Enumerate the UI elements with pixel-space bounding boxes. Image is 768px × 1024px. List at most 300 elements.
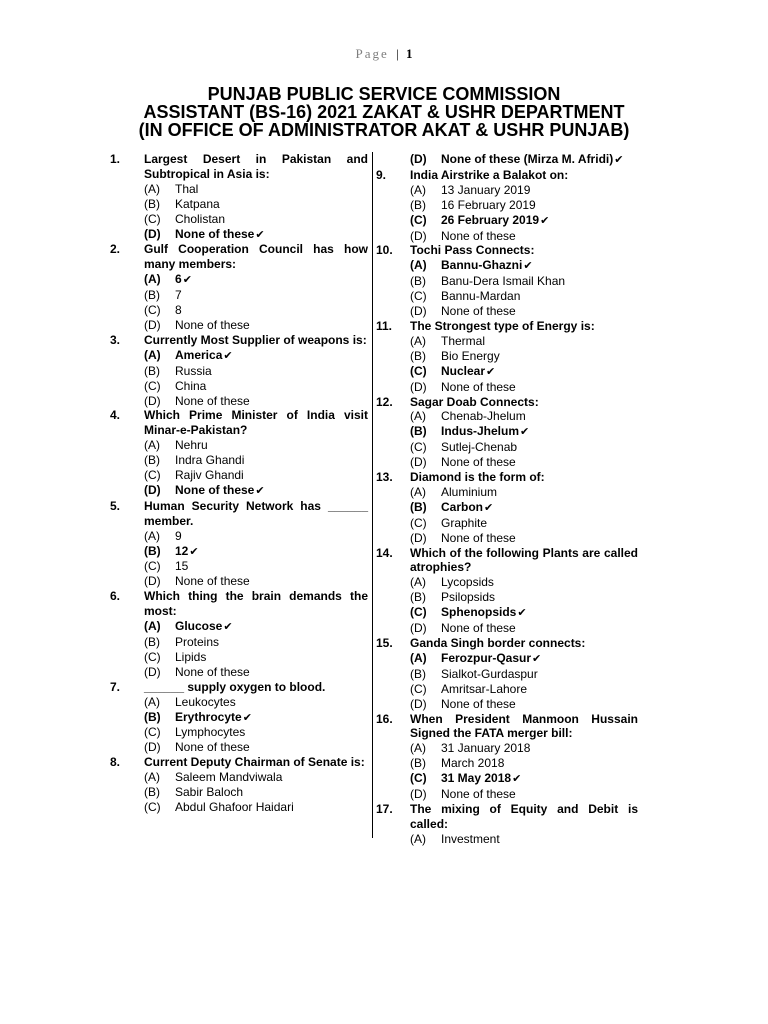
option-text (441, 741, 530, 756)
option-text (441, 289, 520, 304)
page-separator: | (396, 46, 399, 61)
option-label: (A) (410, 741, 426, 756)
question-text: Currently Most Supplier of weapons is: (144, 332, 367, 347)
option-value: China (175, 378, 207, 393)
option-label: (B) (410, 499, 427, 514)
option (376, 485, 638, 500)
option-text (175, 740, 250, 755)
option-label: (C) (144, 378, 161, 393)
option-text (441, 832, 500, 847)
option-value: Bio Energy (441, 348, 500, 363)
option-value: 13 January 2019 (441, 182, 531, 197)
question-text: Human Security Network has ______ member. (144, 498, 368, 528)
question-row (110, 680, 368, 695)
question-text: When President Manmoon Hussain Signed the FATA merger bill: (410, 711, 638, 741)
option-value: Sphenopsids (441, 605, 517, 620)
question-text: The Strongest type of Energy is: (410, 318, 595, 333)
option-value: Cholistan (175, 211, 226, 226)
correct-option (110, 544, 368, 560)
question-number: 10. (376, 243, 393, 258)
option-text (175, 770, 282, 785)
option-text (441, 651, 541, 667)
option (376, 621, 638, 636)
option-label: (B) (144, 543, 161, 558)
question-text: Current Deputy Chairman of Senate is: (144, 755, 365, 770)
question-row (376, 546, 638, 576)
option (110, 394, 368, 409)
option-value: None of these (175, 574, 250, 589)
question-block (376, 546, 638, 636)
option-label: (B) (144, 288, 160, 303)
option-text (441, 152, 623, 168)
question-row (376, 168, 638, 183)
option (376, 229, 638, 244)
option-value: Carbon (441, 499, 483, 514)
checkmark-icon: ✔ (523, 259, 533, 273)
option-label: (B) (144, 635, 160, 649)
option-label: (A) (144, 528, 160, 543)
question-number: 13. (376, 470, 393, 485)
option-text (441, 756, 504, 771)
question-text: The mixing of Equity and Debit is called: (410, 801, 638, 831)
question-number: 15. (376, 636, 393, 650)
option (376, 409, 638, 424)
option (110, 182, 368, 197)
option (110, 695, 368, 710)
question-row (110, 755, 368, 770)
option-text (175, 453, 244, 468)
correct-option (110, 619, 368, 635)
title-line-2: ASSISTANT (BS-16) 2021 ZAKAT & USHR DEPARTMENT (143, 102, 625, 122)
option-label: (A) (410, 831, 426, 846)
option (376, 455, 638, 470)
option-label: (D) (144, 740, 161, 755)
option-text (175, 288, 182, 303)
option-value: Chenab-Jhelum (441, 409, 526, 424)
option-text (175, 725, 245, 740)
option-value: Erythrocyte (175, 709, 242, 724)
option (110, 318, 368, 333)
option-label: (C) (144, 468, 161, 483)
option (110, 379, 368, 394)
question-number: 5. (110, 498, 121, 513)
option-value: 26 February 2019 (441, 212, 540, 227)
question-text: Which thing the brain demands the most: (144, 589, 368, 619)
correct-option (376, 500, 638, 516)
question-number: 12. (376, 394, 393, 409)
question-row (376, 243, 638, 258)
left-column (110, 152, 368, 815)
option-label: (C) (410, 605, 427, 620)
question-row (376, 712, 638, 742)
option (376, 590, 638, 605)
checkmark-icon: ✔ (512, 772, 522, 786)
option-label: (D) (144, 664, 161, 679)
option-text (441, 258, 533, 274)
option-value: Bannu-Ghazni (441, 258, 523, 273)
option (110, 650, 368, 665)
option-label: (C) (410, 681, 427, 696)
option-label: (D) (410, 304, 427, 319)
question-block (110, 499, 368, 589)
option-label: (C) (410, 771, 427, 786)
option-label: (C) (410, 289, 427, 304)
option-value: None of these (175, 740, 250, 755)
option-value: Rajiv Ghandi (175, 468, 244, 483)
option-value: Lycopsids (441, 575, 494, 590)
option-value: None of these (175, 482, 255, 497)
checkmark-icon: ✔ (182, 273, 192, 287)
option-text (175, 559, 188, 574)
option-label: (B) (144, 709, 161, 724)
option-text (441, 380, 516, 395)
option (376, 682, 638, 697)
question-row (376, 319, 638, 334)
option-value: Glucose (175, 619, 223, 634)
option-value: 6 (175, 272, 182, 287)
question-number: 6. (110, 589, 121, 604)
option-value: None of these (441, 787, 516, 802)
title-line-3: (IN OFFICE OF ADMINISTRATOR AKAT & USHR PUNJAB) (138, 120, 630, 140)
option-label: (C) (144, 211, 161, 226)
option-value: Amritsar-Lahore (441, 681, 528, 696)
question-block (376, 152, 638, 168)
option-text (441, 605, 527, 621)
question-number: 4. (110, 408, 121, 423)
question-row (110, 499, 368, 529)
option-label: (A) (410, 333, 426, 348)
question-block (376, 243, 638, 319)
option-label: (B) (410, 348, 426, 363)
option (110, 438, 368, 453)
question-row (376, 802, 638, 832)
option-value: Lipids (175, 649, 207, 664)
question-block (110, 589, 368, 679)
question-columns (110, 152, 640, 846)
option-text (175, 197, 220, 212)
option-text (175, 574, 250, 589)
option-text (175, 364, 212, 379)
option-label: (B) (144, 196, 160, 211)
question-text: Tochi Pass Connects: (410, 243, 535, 258)
page-number-header (0, 46, 768, 62)
document-title (0, 85, 768, 139)
question-text: Gulf Cooperation Council has how many members: (144, 242, 368, 272)
correct-option (376, 152, 638, 168)
option (376, 787, 638, 802)
question-text: Ganda Singh border connects: (410, 636, 586, 650)
option-value: America (175, 347, 223, 362)
option-value: None of these (441, 696, 516, 711)
option-label: (C) (410, 440, 427, 455)
option-label: (B) (144, 453, 160, 468)
option-value: None of these (441, 621, 516, 636)
checkmark-icon: ✔ (242, 710, 252, 724)
question-text: Diamond is the form of: (410, 470, 545, 485)
option (376, 667, 638, 682)
checkmark-icon: ✔ (486, 364, 496, 378)
question-number: 7. (110, 679, 121, 694)
option-text (441, 229, 516, 244)
option-label: (B) (144, 363, 160, 378)
checkmark-icon: ✔ (532, 651, 542, 665)
option-label: (D) (410, 379, 427, 394)
checkmark-icon: ✔ (189, 544, 199, 558)
question-block (376, 636, 638, 712)
option-text (175, 348, 233, 364)
option-value: 9 (175, 528, 182, 543)
option (110, 740, 368, 755)
option (376, 289, 638, 304)
option-text (441, 697, 516, 712)
option-text (175, 394, 250, 409)
option-value: 31 May 2018 (441, 771, 512, 786)
checkmark-icon: ✔ (540, 213, 550, 227)
option-value: None of these (441, 379, 516, 394)
checkmark-icon: ✔ (255, 227, 265, 241)
option (376, 531, 638, 546)
option-label: (B) (410, 666, 426, 681)
correct-option (110, 483, 368, 499)
option-text (441, 575, 494, 590)
option-value: Sabir Baloch (175, 785, 244, 800)
correct-option (376, 605, 638, 621)
option-value: 31 January 2018 (441, 741, 531, 756)
question-block (110, 680, 368, 756)
correct-option (110, 348, 368, 364)
option (110, 303, 368, 318)
option-label: (C) (144, 303, 161, 318)
option (376, 741, 638, 756)
question-number: 14. (376, 545, 393, 560)
correct-option (376, 424, 638, 440)
option-label: (B) (410, 590, 426, 605)
option-text (175, 544, 199, 560)
page-number: 1 (405, 46, 413, 61)
option-value: None of these (441, 455, 516, 470)
question-block (376, 319, 638, 395)
question-row (376, 470, 638, 485)
correct-option (376, 213, 638, 229)
option-value: Nehru (175, 438, 208, 453)
option-text (441, 531, 516, 546)
question-text: Largest Desert in Pakistan and Subtropical in Asia is: (144, 152, 368, 181)
question-block (110, 408, 368, 498)
option-value: None of these (441, 228, 516, 243)
option (376, 274, 638, 289)
option-label: (D) (144, 317, 161, 332)
option-text (175, 650, 206, 665)
question-text: Sagar Doab Connects: (410, 394, 539, 409)
question-block (110, 333, 368, 409)
option-text (175, 665, 250, 680)
option-label: (D) (144, 482, 161, 497)
right-column (376, 152, 638, 847)
option (110, 212, 368, 227)
column-divider (372, 152, 373, 838)
question-block (110, 755, 368, 815)
option (376, 380, 638, 395)
question-text: India Airstrike a Balakot on: (410, 167, 569, 182)
option-text (175, 468, 244, 483)
option-label: (D) (410, 152, 427, 166)
option-text (175, 303, 182, 318)
option-label: (D) (144, 574, 161, 589)
option-value: None of these (175, 664, 250, 679)
question-row (110, 408, 368, 438)
checkmark-icon: ✔ (517, 606, 527, 620)
option-value: None of these (441, 530, 516, 545)
option-label: (D) (410, 530, 427, 545)
option (376, 198, 638, 213)
option-value: Indra Ghandi (175, 453, 245, 468)
option-label: (B) (144, 785, 160, 800)
option (376, 334, 638, 349)
option-value: None of these (175, 393, 250, 408)
option-text (441, 667, 538, 682)
option-label: (A) (410, 258, 427, 273)
option-value: 15 (175, 559, 189, 574)
option-label: (A) (410, 409, 426, 424)
correct-option (110, 710, 368, 726)
option-text (175, 635, 219, 650)
page-label: Page (355, 46, 389, 61)
option-label: (D) (410, 787, 427, 802)
option (110, 453, 368, 468)
option-value: 8 (175, 303, 182, 318)
question-text: ______ supply oxygen to blood. (144, 679, 326, 694)
option-text (441, 424, 529, 440)
option-text (175, 212, 225, 227)
option-value: Banu-Dera Ismail Khan (441, 274, 566, 289)
option-text (441, 771, 521, 787)
question-block (376, 395, 638, 471)
option-value: March 2018 (441, 756, 505, 771)
option-text (175, 695, 236, 710)
question-number: 11. (376, 318, 393, 333)
correct-option (110, 272, 368, 288)
option-value: Leukocytes (175, 694, 236, 709)
question-block (110, 242, 368, 332)
option-label: (B) (410, 756, 426, 771)
option-text (441, 621, 516, 636)
option-text (441, 349, 500, 364)
option-label: (C) (410, 363, 427, 378)
option-label: (D) (410, 696, 427, 711)
option-label: (A) (144, 770, 160, 785)
option-text (175, 227, 265, 243)
option-label: (A) (144, 347, 161, 362)
option (376, 697, 638, 712)
option-text (175, 800, 294, 815)
option-value: Ferozpur-Qasur (441, 650, 532, 665)
option (110, 468, 368, 483)
option-value: Graphite (441, 515, 488, 530)
checkmark-icon: ✔ (255, 483, 265, 497)
option (110, 529, 368, 544)
option-text (441, 485, 497, 500)
option-label: (C) (410, 515, 427, 530)
option-value: Thal (175, 181, 199, 196)
question-block (110, 152, 368, 242)
option (376, 183, 638, 198)
option (376, 304, 638, 319)
option-text (175, 318, 250, 333)
option-label: (B) (410, 424, 427, 439)
question-block (376, 168, 638, 244)
option-label: (B) (410, 274, 426, 289)
checkmark-icon: ✔ (520, 425, 530, 439)
option-value: 16 February 2019 (441, 197, 536, 212)
correct-option (110, 227, 368, 243)
option-label: (D) (410, 228, 427, 243)
option-text (441, 440, 517, 455)
option (376, 440, 638, 455)
option (110, 725, 368, 740)
question-row (110, 152, 368, 182)
option-label: (A) (410, 575, 426, 590)
option (376, 349, 638, 364)
option-value: 7 (175, 288, 182, 303)
question-row (110, 242, 368, 272)
option-label: (A) (144, 619, 161, 634)
option (376, 756, 638, 771)
option-label: (D) (410, 621, 427, 636)
option-text (175, 483, 265, 499)
option (376, 575, 638, 590)
option-label: (C) (410, 212, 427, 227)
option-text (175, 272, 192, 288)
option-label: (D) (410, 455, 427, 470)
option (110, 364, 368, 379)
option-label: (C) (144, 559, 161, 574)
option-text (441, 682, 527, 697)
option-value: Lymphocytes (175, 725, 246, 740)
option (110, 574, 368, 589)
checkmark-icon: ✔ (484, 500, 494, 514)
correct-option (376, 771, 638, 787)
checkmark-icon: ✔ (223, 348, 233, 362)
option-text (441, 500, 493, 516)
option (110, 800, 368, 815)
option (110, 559, 368, 574)
option-value: Katpana (175, 196, 220, 211)
option-text (441, 409, 526, 424)
option-label: (D) (144, 226, 161, 241)
option-value: Abdul Ghafoor Haidari (175, 799, 294, 814)
option-value: Aluminium (441, 484, 498, 499)
option-label: (A) (144, 272, 161, 287)
option (376, 832, 638, 847)
option-text (441, 364, 495, 380)
option-text (441, 304, 516, 319)
question-row (110, 333, 368, 348)
option-text (441, 183, 530, 198)
question-number: 17. (376, 801, 393, 816)
checkmark-icon: ✔ (223, 620, 233, 634)
correct-option (376, 258, 638, 274)
option-label: (B) (410, 197, 426, 212)
option-label: (A) (410, 650, 427, 665)
option-label: (C) (144, 799, 161, 814)
question-block (376, 712, 638, 802)
option-label: (A) (144, 181, 160, 196)
option-text (175, 619, 233, 635)
option (110, 197, 368, 212)
correct-option (376, 651, 638, 667)
option-value: None of these (Mirza M. Afridi) (441, 152, 614, 166)
question-number: 16. (376, 711, 393, 726)
